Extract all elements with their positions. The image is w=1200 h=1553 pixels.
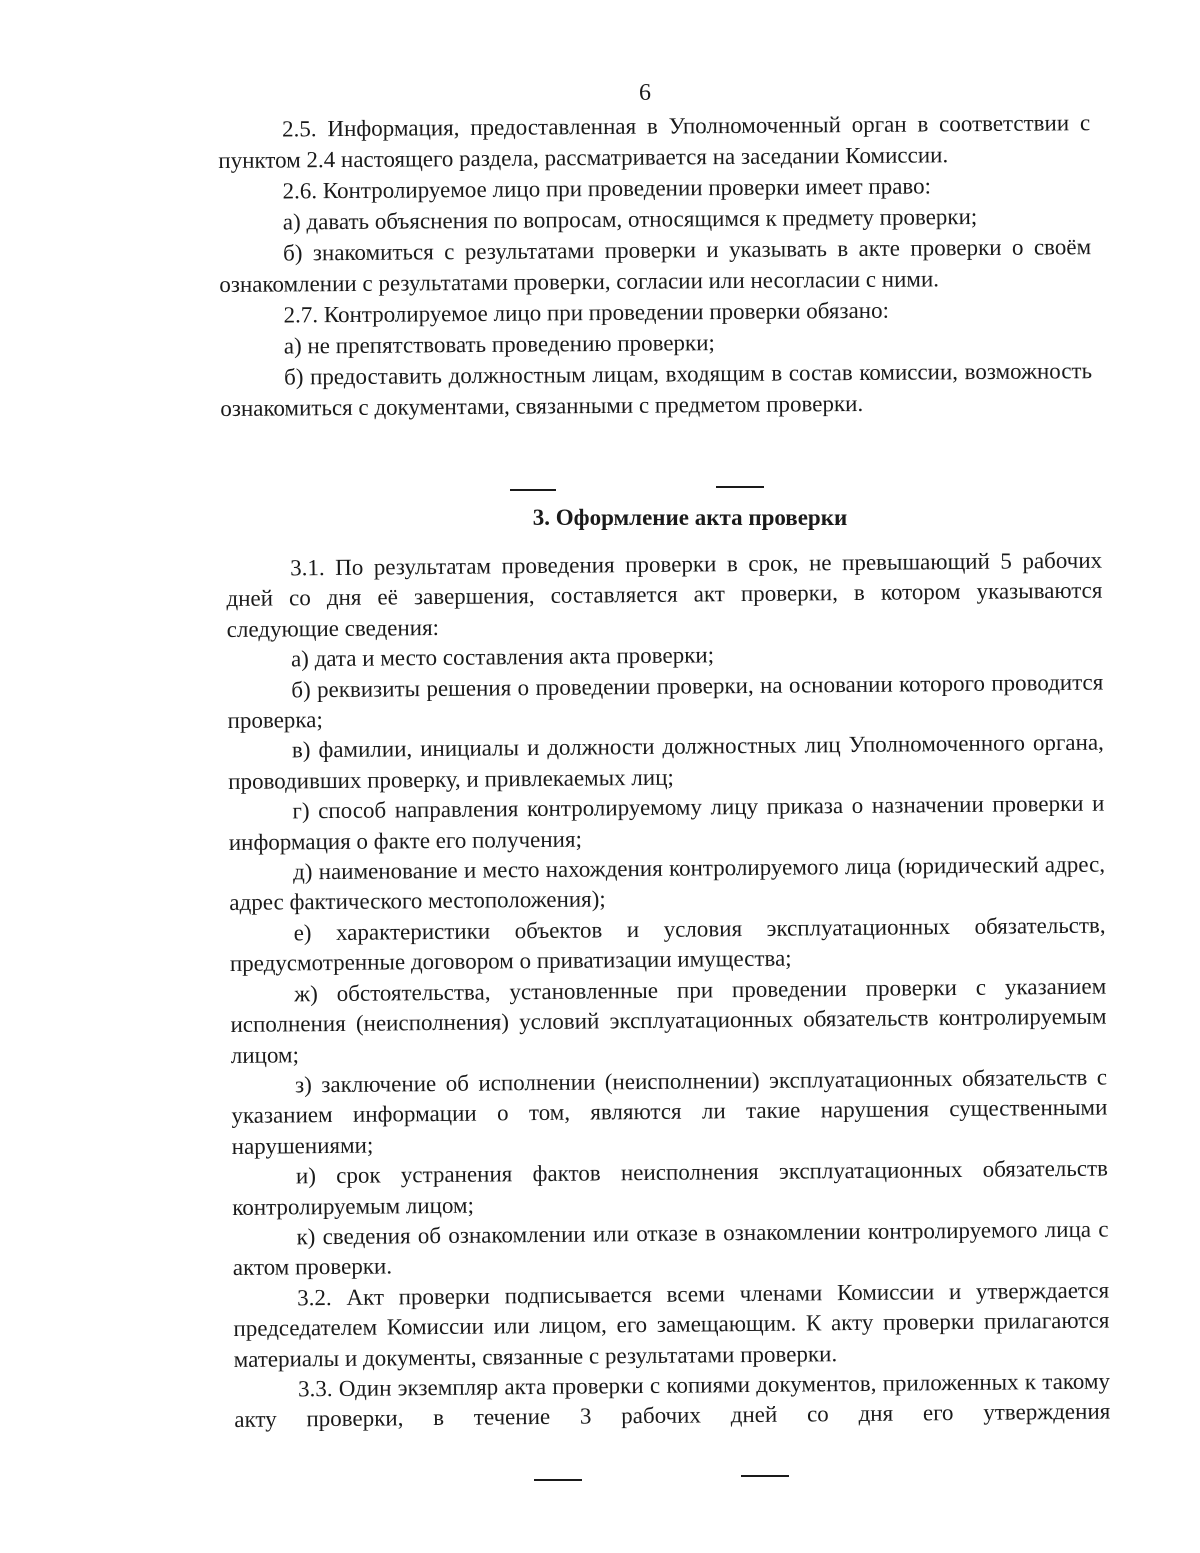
separator-line [741,1475,789,1477]
section-3-text [226,546,1110,1436]
paragraph-3-1-a: а) дата и место составления акта проверки; [290,642,715,672]
paragraph-2-5: 2.5. Информация, предоставленная в Уполномоченный орган в соответствии с пунктом 2.4 настоящего раздела, рассматривается на заседании Комиссии. [218,110,1091,173]
paragraph-2-7-a: а) не препятствовать проведению проверки; [283,330,715,359]
paragraph-2-7-b: б) предоставить должностным лицам, входящим в состав комиссии, возможность ознакомиться с документами, связанными с предметом проверки. [220,358,1093,421]
paragraph-3-2: 3.2. Акт проверки подписывается всеми членами Комиссии и утверждается председателем Комиссии или лицом, его замещающим. К акту проверки прилагаются материалы и документы, связанные с результатами проверки. [233,1277,1110,1372]
section-3-heading: 3. Оформление акта проверки [532,505,848,530]
paragraph-3-1-b: б) реквизиты решения о проведении проверки, на основании которого проводится проверка; [227,669,1104,734]
paragraph-2-7: 2.7. Контролируемое лицо при проведении проверки обязано: [283,297,890,328]
paragraph-3-1-v: в) фамилии, инициалы и должности должностных лиц Уполномоченного органа, проводивших проверку, и привлекаемых лиц; [228,730,1104,794]
separator-line [716,486,764,488]
paragraph-3-1-i: и) срок устранения фактов неисполнения эксплуатационных обязательств контролируемым лицом; [232,1155,1109,1220]
paragraph-3-1-k: к) сведения об ознакомлении или отказе в ознакомлении контролируемого лица с актом проверки. [232,1216,1109,1281]
paragraph-3-1-g: г) способ направления контролируемому лицу приказа о назначении проверки и информация о факте его получения; [228,790,1105,855]
section-2-text [218,107,1092,424]
separator-line [510,489,556,491]
paragraph-3-1-z: з) заключение об исполнении (неисполнении) эксплуатационных обязательств с указанием информации о том, являются ли такие нарушения существенными нарушениями; [231,1064,1108,1159]
paragraph-3-1-e: е) характеристики объектов и условия эксплуатационных обязательств, предусмотренные договором о приватизации имущества; [229,912,1106,977]
paragraph-3-3: 3.3. Один экземпляр акта проверки с копиями документов, приложенных к такому акту проверки, в течение 3 рабочих дней со дня его утверждения [234,1368,1111,1433]
paragraph-3-1-zh: ж) обстоятельства, установленные при проведении проверки с указанием исполнения (неисполнения) условий эксплуатационных обязательств контролируемым лицом; [230,973,1107,1068]
paragraph-3-1-d: д) наименование и место нахождения контролируемого лица (юридический адрес, адрес фактического местоположения); [229,851,1106,916]
paragraph-2-6-b: б) знакомиться с результатами проверки и указывать в акте проверки о своём ознакомлении с результатами проверки, согласии или несогласии с ними. [219,234,1092,297]
paragraph-3-1: 3.1. По результатам проведения проверки в срок, не превышающий 5 рабочих дней со дня её завершения, составляется акт проверки, в котором указываются следующие сведения: [226,547,1103,642]
paragraph-2-6: 2.6. Контролируемое лицо при проведении проверки имеет право: [282,173,932,204]
paragraph-2-6-a: а) давать объяснения по вопросам, относящимся к предмету проверки; [282,204,978,235]
separator-line [534,1479,582,1481]
page-number: 6 [639,80,651,106]
